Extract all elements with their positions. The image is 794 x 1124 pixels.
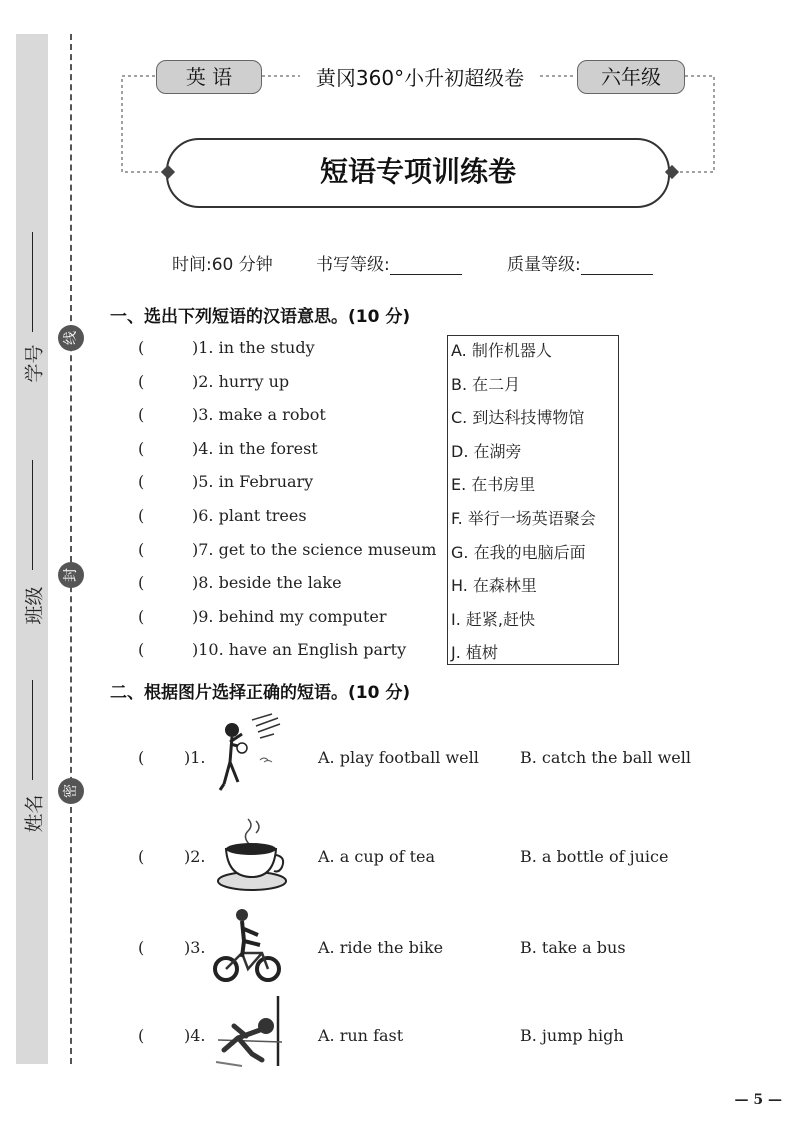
time-info: 时间:60 分钟 bbox=[172, 255, 273, 275]
option-item: I. 赶紧,赶快 bbox=[451, 609, 535, 629]
student-id-label: 学号 bbox=[23, 344, 46, 383]
answer-blank[interactable]: ( bbox=[138, 506, 145, 525]
ball-catch-boy-icon bbox=[212, 712, 282, 802]
choice-b: B. a bottle of juice bbox=[520, 847, 669, 866]
phrase-text: )7. get to the science museum bbox=[192, 539, 437, 559]
answer-blank[interactable]: ( bbox=[138, 573, 145, 593]
option-item: G. 在我的电脑后面 bbox=[451, 542, 586, 562]
phrase-text: )5. in February bbox=[192, 472, 314, 492]
option-item: C. 到达科技博物馆 bbox=[451, 408, 585, 428]
bike-rider-icon bbox=[212, 905, 284, 985]
quality-grade-blank[interactable] bbox=[581, 256, 653, 275]
choice-a: A. play football well bbox=[318, 748, 479, 767]
answer-blank[interactable]: ( bbox=[138, 1026, 145, 1045]
option-item: D. 在湖旁 bbox=[451, 441, 522, 461]
option-item: A. 制作机器人 bbox=[451, 341, 552, 360]
option-item: H. 在森林里 bbox=[451, 576, 537, 596]
student-id-blank[interactable] bbox=[32, 232, 33, 332]
seal-feng: 封 bbox=[58, 562, 84, 588]
phrase-text: )3. make a robot bbox=[192, 405, 326, 425]
answer-blank[interactable]: ( bbox=[138, 847, 145, 866]
answer-blank[interactable]: ( bbox=[138, 748, 145, 767]
phrase-text: )4. in the forest bbox=[192, 438, 318, 458]
answer-blank[interactable]: ( bbox=[138, 938, 145, 957]
class-label: 班级 bbox=[23, 586, 46, 625]
question-number: )3. bbox=[184, 938, 206, 957]
answer-blank[interactable]: ( bbox=[138, 438, 145, 458]
option-item: B. 在二月 bbox=[451, 374, 521, 394]
series-title: 黄冈360°小升初超级卷 bbox=[315, 66, 525, 90]
choice-b: B. take a bus bbox=[520, 938, 626, 957]
grade-badge: 六年级 bbox=[577, 60, 685, 94]
phrase-text: )9. behind my computer bbox=[192, 606, 387, 626]
seal-mi: 密 bbox=[58, 778, 84, 804]
question-number: )4. bbox=[184, 1026, 206, 1045]
answer-blank[interactable]: ( bbox=[138, 338, 145, 357]
phrase-text: )6. plant trees bbox=[192, 506, 307, 525]
name-blank[interactable] bbox=[32, 680, 33, 780]
choice-b: B. catch the ball well bbox=[520, 748, 691, 767]
phrase-text: )2. hurry up bbox=[192, 371, 290, 391]
high-jump-icon bbox=[212, 996, 294, 1072]
answer-blank[interactable]: ( bbox=[138, 405, 145, 425]
answer-blank[interactable]: ( bbox=[138, 472, 145, 492]
quality-grade: 质量等级: bbox=[507, 250, 653, 275]
phrase-text: )10. have an English party bbox=[192, 640, 407, 660]
tea-cup-icon bbox=[212, 815, 292, 893]
answer-blank[interactable]: ( bbox=[138, 606, 145, 626]
name-label: 姓名 bbox=[23, 794, 46, 833]
seal-xian: 线 bbox=[58, 325, 84, 351]
question-number: )2. bbox=[184, 847, 206, 866]
answer-blank[interactable]: ( bbox=[138, 640, 145, 660]
choice-b: B. jump high bbox=[520, 1026, 624, 1045]
subject-badge: 英 语 bbox=[156, 60, 262, 94]
choice-a: A. run fast bbox=[318, 1026, 404, 1045]
page-title: 短语专项训练卷 bbox=[319, 155, 516, 188]
option-item: J. 植树 bbox=[451, 643, 498, 663]
writing-grade-blank[interactable] bbox=[390, 256, 462, 275]
question-number: )1. bbox=[184, 748, 206, 767]
phrase-text: )1. in the study bbox=[192, 338, 315, 357]
section1-title: 一、选出下列短语的汉语意思。(10 分) bbox=[110, 307, 411, 327]
answer-blank[interactable]: ( bbox=[138, 371, 145, 391]
choice-a: A. ride the bike bbox=[318, 938, 444, 957]
option-item: E. 在书房里 bbox=[451, 475, 536, 495]
answer-blank[interactable]: ( bbox=[138, 539, 145, 559]
section2-title: 二、根据图片选择正确的短语。(10 分) bbox=[110, 683, 411, 703]
choice-a: A. a cup of tea bbox=[318, 847, 436, 866]
option-item: F. 举行一场英语聚会 bbox=[451, 509, 596, 528]
writing-grade: 书写等级: bbox=[316, 250, 462, 275]
page-number: — 5 — bbox=[734, 1092, 782, 1108]
phrase-text: )8. beside the lake bbox=[192, 573, 342, 593]
class-blank[interactable] bbox=[32, 460, 33, 570]
